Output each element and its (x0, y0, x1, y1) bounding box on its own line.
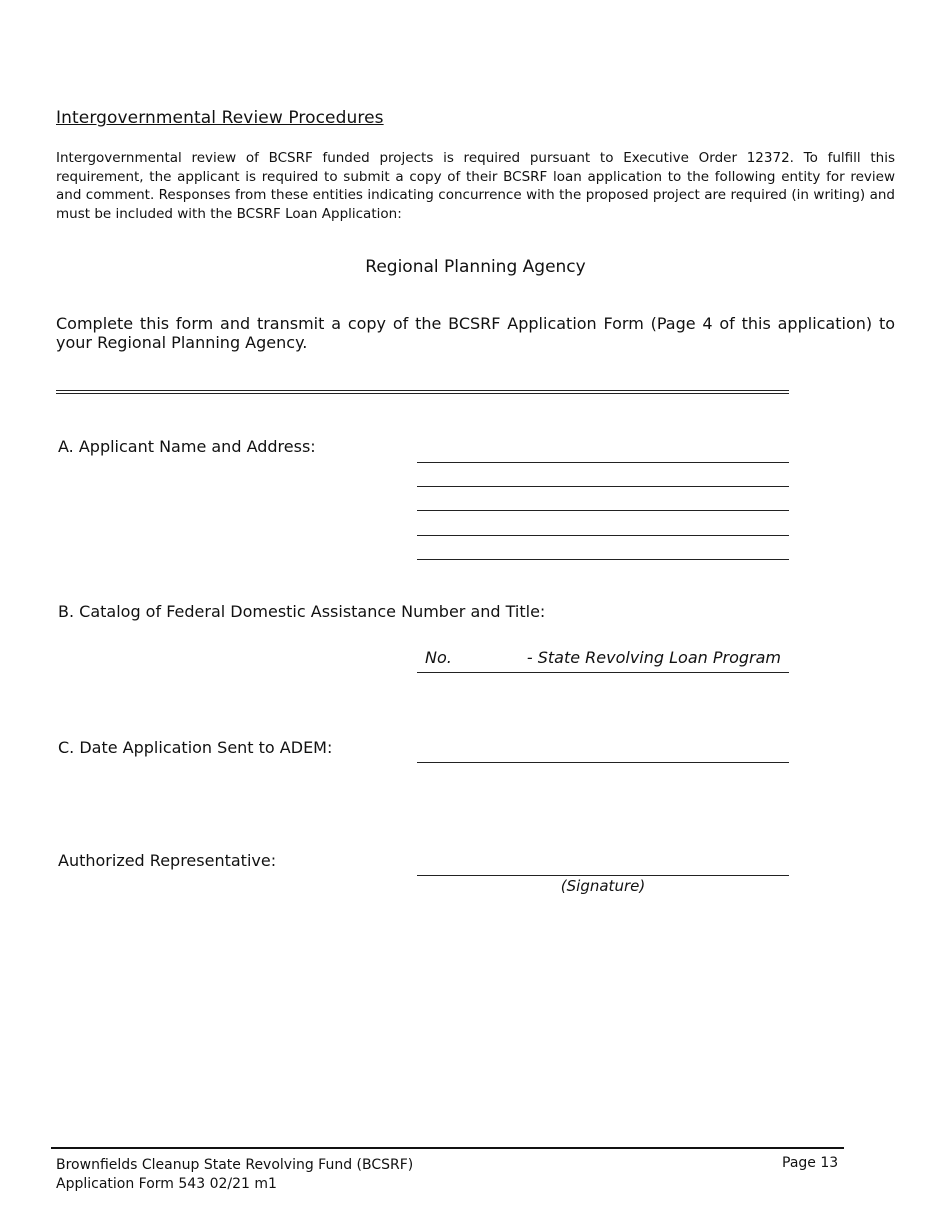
footer-info (56, 1156, 413, 1194)
footer-form-number: Application Form 543 02/21 m1 (56, 1176, 277, 1192)
applicant-line-4[interactable] (417, 535, 789, 536)
applicant-line-2[interactable] (417, 486, 789, 487)
applicant-line-3[interactable] (417, 510, 789, 511)
catalog-number-label: No. (425, 648, 452, 667)
catalog-label: B. Catalog of Federal Domestic Assistance Number and Title: (58, 602, 546, 621)
footer-rule (51, 1147, 844, 1149)
applicant-line-1[interactable] (417, 462, 789, 463)
footer-fund-name: Brownfields Cleanup State Revolving Fund (BCSRF) (56, 1157, 414, 1173)
catalog-program-title: - State Revolving Loan Program (526, 648, 781, 667)
date-sent-line[interactable] (417, 762, 789, 763)
applicant-label: A. Applicant Name and Address: (58, 437, 316, 456)
page-number: Page 13 (782, 1155, 839, 1171)
authorized-rep-label: Authorized Representative: (58, 851, 277, 870)
date-sent-label: C. Date Application Sent to ADEM: (58, 738, 333, 757)
catalog-line[interactable] (417, 672, 789, 673)
signature-caption: (Signature) (560, 877, 646, 895)
signature-line[interactable] (417, 875, 789, 876)
section-divider (56, 390, 789, 394)
intro-paragraph: Intergovernmental review of BCSRF funded projects is required pursuant to Executive Order 12372. To fulfill this requirement, the applicant is required to submit a copy of their BCSRF loan application to the following entity for review and comment. Responses from these entities indicating concurrence with the proposed project are required (in writing) and must be included with the BCSRF Loan Application: (56, 150, 895, 222)
instruction-paragraph: Complete this form and transmit a copy of the BCSRF Application Form (Page 4 of this application) to your Regional Planning Agency. (56, 314, 895, 352)
section-title: Intergovernmental Review Procedures (56, 108, 384, 128)
applicant-line-5[interactable] (417, 559, 789, 560)
agency-heading: Regional Planning Agency (365, 257, 586, 277)
